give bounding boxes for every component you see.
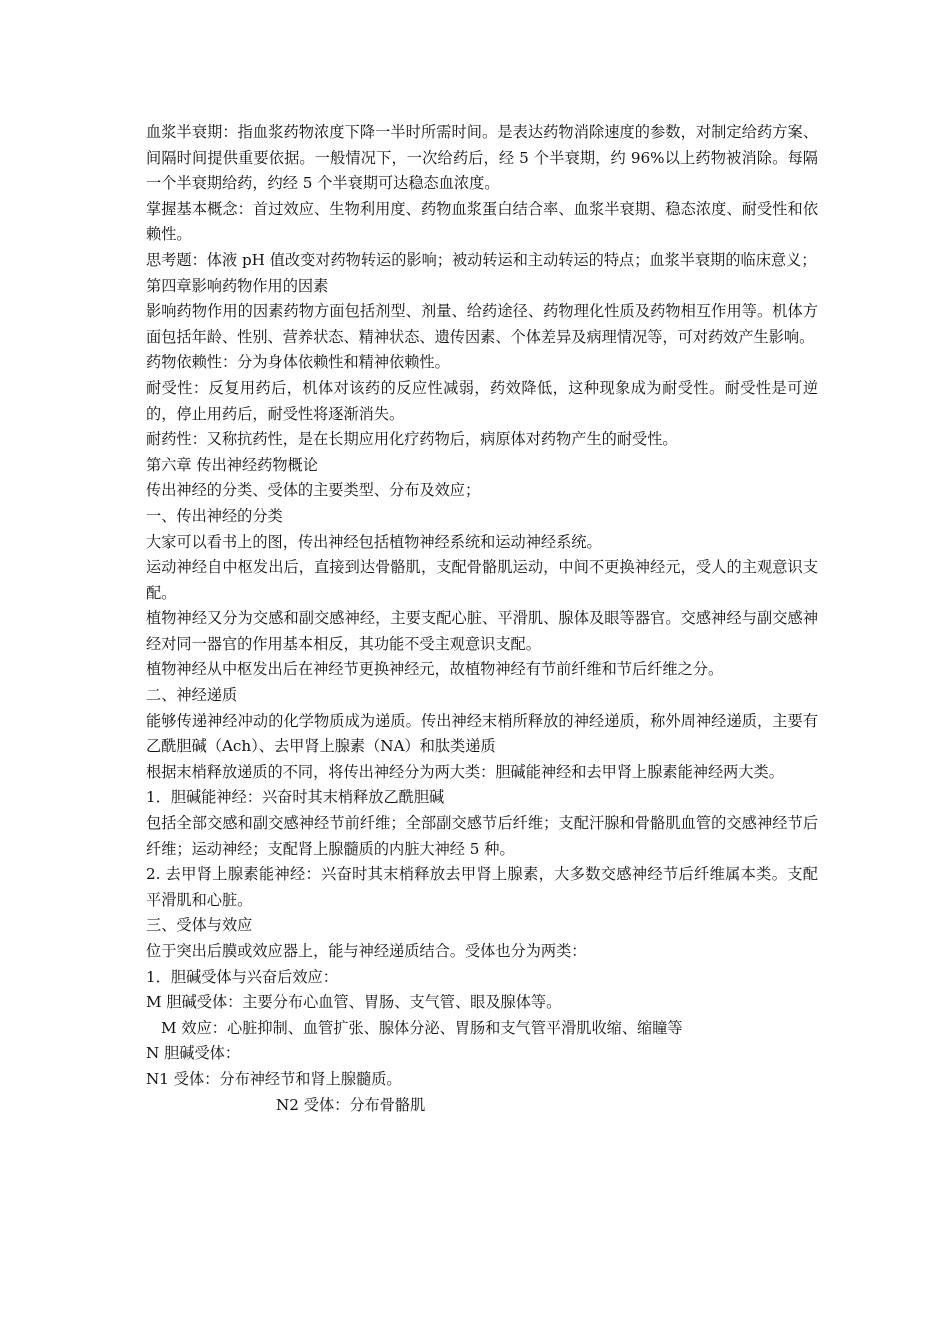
paragraph-autonomic-nerve: 植物神经又分为交感和副交感神经，主要支配心脏、平滑肌、腺体及眼等器官。交感神经与副交感神经对同一器官的作用基本相反，其功能不受主观意识支配。 <box>146 609 818 653</box>
item-cholinergic-nerve: 1．胆碱能神经：兴奋时其末梢释放乙酰胆碱 <box>146 788 445 807</box>
paragraph-autonomic-fibers: 植物神经从中枢发出后在神经节更换神经元，故植物神经有节前纤维和节后纤维之分。 <box>146 660 724 679</box>
paragraph-m-effect: M 效应：心脏抑制、血管扩张、腺体分泌、胃肠和支气管平滑肌收缩、缩瞳等 <box>161 1018 683 1037</box>
paragraph-efferent-intro: 大家可以看书上的图，传出神经包括植物神经系统和运动神经系统。 <box>146 532 602 551</box>
section-2-heading: 二、神经递质 <box>146 686 238 705</box>
paragraph-n-receptor: N 胆碱受体： <box>146 1044 241 1063</box>
paragraph-n1-receptor: N1 受体：分布神经节和肾上腺髓质。 <box>146 1069 402 1088</box>
section-1-heading: 一、传出神经的分类 <box>146 506 283 525</box>
paragraph-cholinergic-includes: 包括全部交感和副交感神经节前纤维；全部副交感节后纤维；支配汗腺和骨骼肌血管的交感神经节后纤维；运动神经；支配肾上腺髓质的内脏大神经 5 种。 <box>146 814 818 858</box>
paragraph-drug-resistance: 耐药性：又称抗药性，是在长期应用化疗药物后，病原体对药物产生的耐受性。 <box>146 430 678 449</box>
item-noradrenergic-nerve: 2. 去甲肾上腺素能神经：兴奋时其末梢释放去甲肾上腺素，大多数交感神经节后纤维属本类。支配平滑肌和心脏。 <box>146 865 818 909</box>
paragraph-nerve-classes: 根据末梢释放递质的不同，将传出神经分为两大类：胆碱能神经和去甲肾上腺素能神经两大类。 <box>146 762 784 781</box>
paragraph-half-life-definition: 血浆半衰期：指血浆药物浓度下降一半时所需时间。是表达药物消除速度的参数，对制定给药方案、间隔时间提供重要依据。一般情况下，一次给药后，经 5 个半衰期，约 96%以上药物被消除。每隔一个半衰期给药，约经 5 个半衰期可达稳态血浓度。 <box>146 123 818 193</box>
paragraph-influencing-factors: 影响药物作用的因素药物方面包括剂型、剂量、给药途径、药物理化性质及药物相互作用等。机体方面包括年龄、性别、营养状态、精神状态、遗传因素、个体差异及病理情况等，可对药效产生影响。 <box>146 302 818 346</box>
item-cholinergic-receptor: 1．胆碱受体与兴奋后效应： <box>146 967 338 986</box>
paragraph-chapter-6-overview: 传出神经的分类、受体的主要类型、分布及效应； <box>146 481 481 500</box>
paragraph-neurotransmitter: 能够传递神经冲动的化学物质成为递质。传出神经末梢所释放的神经递质，称外周神经递质，主要有乙酰胆碱（Ach）、去甲肾上腺素（NA）和肽类递质 <box>146 711 818 756</box>
paragraph-motor-nerve: 运动神经自中枢发出后，直接到达骨骼肌，支配骨骼肌运动，中间不更换神经元，受人的主观意识支配。 <box>146 558 818 602</box>
paragraph-basic-concepts: 掌握基本概念：首过效应、生物利用度、药物血浆蛋白结合率、血浆半衰期、稳态浓度、耐受性和依赖性。 <box>146 199 818 244</box>
paragraph-drug-dependence: 药物依赖性：分为身体依赖性和精神依赖性。 <box>146 353 450 372</box>
document-page <box>146 120 818 1118</box>
chapter-6-heading: 第六章 传出神经药物概论 <box>146 455 318 474</box>
paragraph-receptor-intro: 位于突出后膜或效应器上，能与神经递质结合。受体也分为两类： <box>146 942 587 960</box>
paragraph-thinking-questions: 思考题：体液 pH 值改变对药物转运的影响；被动转运和主动转运的特点；血浆半衰期的临床意义； <box>146 250 817 269</box>
paragraph-n2-receptor: N2 受体：分布骨骼肌 <box>276 1095 426 1114</box>
paragraph-tolerance: 耐受性：反复用药后，机体对该药的反应性减弱，药效降低，这种现象成为耐受性。耐受性是可逆的，停止用药后，耐受性将逐渐消失。 <box>146 378 818 423</box>
paragraph-m-receptor: M 胆碱受体：主要分布心血管、胃肠、支气管、眼及腺体等。 <box>146 993 562 1012</box>
chapter-4-heading: 第四章影响药物作用的因素 <box>146 276 329 295</box>
section-3-heading: 三、受体与效应 <box>146 916 253 935</box>
